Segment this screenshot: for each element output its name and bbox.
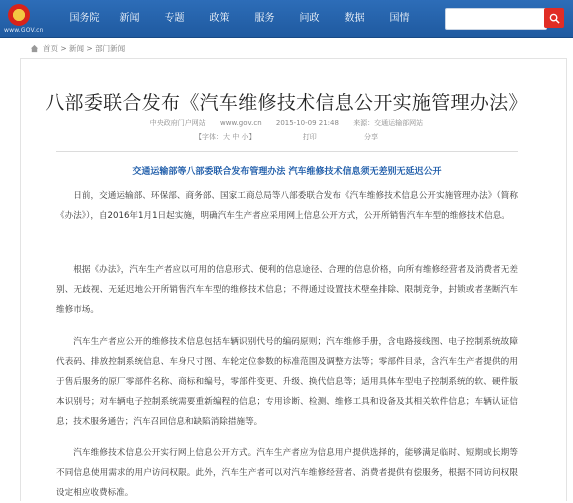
national-emblem-icon[interactable]: [8, 4, 30, 26]
site-url[interactable]: www.GOV.cn: [4, 27, 44, 34]
breadcrumb: [30, 43, 125, 54]
divider: [56, 151, 518, 152]
main-nav: [62, 0, 422, 37]
nav-item-data[interactable]: 数据: [344, 13, 365, 24]
nav-item-inquiry[interactable]: 问政: [299, 13, 320, 24]
paragraph: 根据《办法》，汽车生产者应以可用的信息形式、便利的信息途径、合理的信息价格，向所有维修经营者及消费者无差别、无歧视、无延迟地公开所销售汽车车型的维修技术信息；不得通过设置技术壁垒排除、限制竞争，封锁或者垄断汽车维修市场。: [56, 265, 518, 315]
article-source: 中央政府门户网站: [149, 119, 206, 127]
nav-item-policy[interactable]: 政策: [209, 13, 230, 24]
paragraph: 汽车生产者应公开的维修技术信息包括车辆识别代号的编码原则；汽车维修手册，含电路接线图、电子控制系统故障代表码、排放控制系统信息、车身尺寸图、车轮定位参数的标准范围及调整方法等；零部件目录，含汽车生产者提供的用于售后服务的原厂零部件名称、商标和编号，零部件变更、升级、换代信息等；适用具体车型电子控制系统的软、硬件版本识别号；对车辆电子控制系统需要重新编程的信息；专用诊断、检测、维修工具和设备及其相关软件信息；车辆认证信息；技术服务通告；汽车召回信息和缺陷消除措施等。: [56, 337, 518, 427]
share-button[interactable]: 分享: [363, 133, 378, 141]
nav-item-state-council[interactable]: 国务院: [69, 13, 100, 24]
article-datetime: 2015-10-09 21:48: [275, 119, 339, 127]
paragraph: 汽车维修技术信息公开实行网上信息公开方式。汽车生产者应为信息用户提供选择的，能够满足临时、短期或长期等不同信息使用需求的用户访问权限。此外，汽车生产者可以对汽车维修经营者、消费者提供有偿服务，根据不同访问权限设定相应收费标准。: [56, 448, 518, 498]
search-input[interactable]: [445, 8, 547, 30]
article-title: 八部委联合发布《汽车维修技术信息公开实施管理办法》: [45, 92, 528, 114]
article-url: www.gov.cn: [220, 119, 262, 127]
article-tools: [0, 132, 573, 142]
search-button[interactable]: [544, 8, 564, 28]
nav-item-services[interactable]: 服务: [254, 13, 275, 24]
home-icon: [30, 44, 39, 53]
article-meta: [0, 118, 573, 128]
nav-item-topics[interactable]: 专题: [164, 13, 185, 24]
top-navigation-bar: [0, 0, 573, 38]
nav-item-national-info[interactable]: 国情: [389, 13, 410, 24]
article-subtitle: 交通运输部等八部委联合发布管理办法 汽车维修技术信息须无差别无延迟公开: [132, 167, 442, 177]
print-button[interactable]: 打印: [302, 133, 317, 141]
paragraph: 日前，交通运输部、环保部、商务部、国家工商总局等八部委联合发布《汽车维修技术信息公开实施管理办法》（简称《办法》），自2016年1月1日起实施，明确汽车生产者应采用网上信息公开方式，公开所销售汽车车型的维修技术信息。: [56, 191, 518, 221]
search-icon: [549, 13, 560, 24]
nav-item-news[interactable]: 新闻: [119, 13, 140, 24]
font-size-control[interactable]: 【字体：大 中 小】: [195, 133, 256, 141]
article-origin: 来源：交通运输部网站: [353, 119, 424, 127]
breadcrumb-text[interactable]: 首页 > 新闻 > 部门新闻: [43, 44, 126, 53]
